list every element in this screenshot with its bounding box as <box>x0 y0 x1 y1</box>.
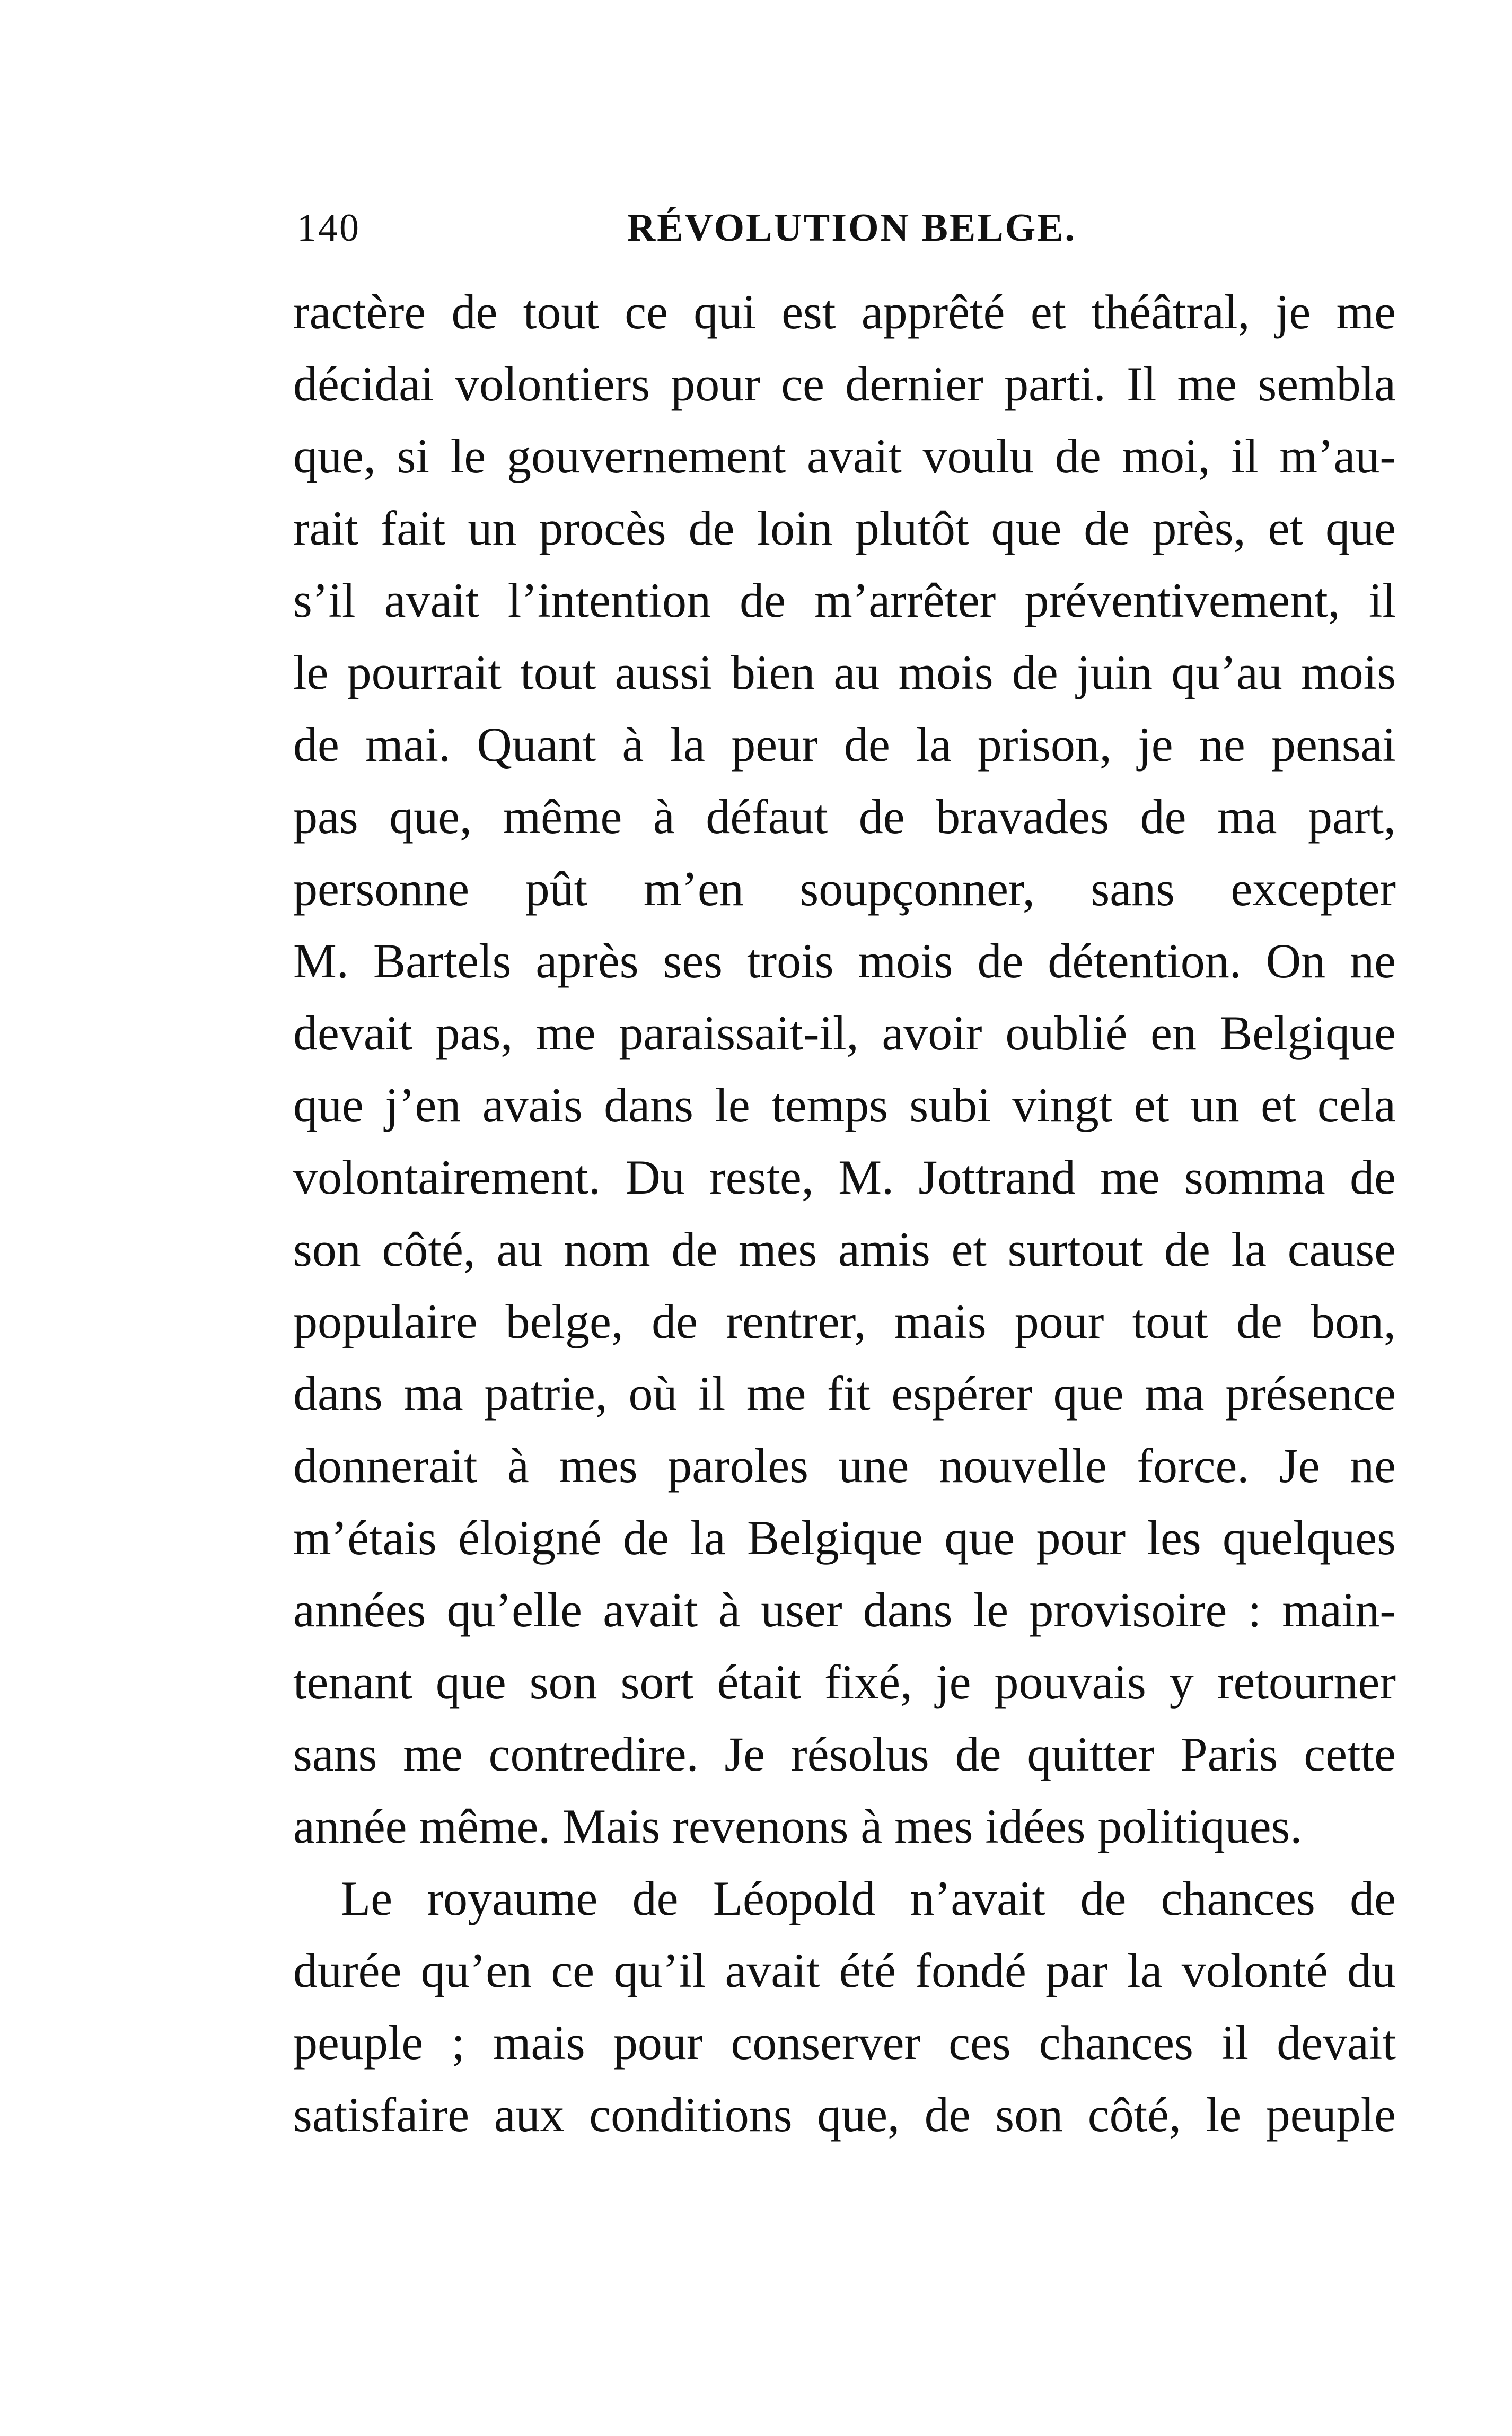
text-line: pas que, même à défaut de bravades de ma part, <box>293 790 1396 844</box>
text-line: que j’en avais dans le temps subi vingt et un et cela <box>293 1078 1396 1132</box>
text-line: sans me contredire. Je résolus de quitter Paris cette <box>293 1727 1396 1781</box>
page-number: 140 <box>297 206 361 250</box>
text-line: années qu’elle avait à user dans le provisoire : main- <box>293 1583 1396 1637</box>
text-line: devait pas, me paraissait-il, avoir oublié en Belgique <box>293 1006 1396 1060</box>
paragraph-start-line: Le royaume de Léopold n’avait de chances de <box>341 1871 1396 1925</box>
text-line: populaire belge, de rentrer, mais pour tout de bon, <box>293 1294 1396 1348</box>
text-line: durée qu’en ce qu’il avait été fondé par la volonté du <box>293 1943 1396 1997</box>
text-line: satisfaire aux conditions que, de son côté, le peuple <box>293 2088 1396 2142</box>
running-head <box>297 196 1076 260</box>
text-line: que, si le gouvernement avait voulu de moi, il m’au- <box>293 429 1396 483</box>
text-line: ractère de tout ce qui est apprêté et théâtral, je me <box>293 285 1396 339</box>
text-line: s’il avait l’intention de m’arrêter préventivement, il <box>293 573 1396 627</box>
text-line: M. Bartels après ses trois mois de détention. On ne <box>293 934 1396 988</box>
text-line: volontairement. Du reste, M. Jottrand me somma de <box>293 1150 1396 1204</box>
text-line: donnerait à mes paroles une nouvelle force. Je ne <box>293 1439 1396 1493</box>
text-line: le pourrait tout aussi bien au mois de juin qu’au mois <box>293 645 1396 699</box>
body-text <box>293 276 1396 2151</box>
text-line: son côté, au nom de mes amis et surtout de la cause <box>293 1222 1396 1276</box>
text-line: m’étais éloigné de la Belgique que pour les quelques <box>293 1511 1396 1565</box>
text-line: dans ma patrie, où il me fit espérer que ma présence <box>293 1366 1396 1421</box>
paragraph-end-line: année même. Mais revenons à mes idées politiques. <box>293 1799 1303 1853</box>
text-line: personne pût m’en soupçonner, sans excepter <box>293 862 1396 916</box>
text-line: rait fait un procès de loin plutôt que de près, et que <box>293 501 1396 555</box>
text-line: décidai volontiers pour ce dernier parti. Il me sembla <box>293 357 1396 411</box>
text-line: peuple ; mais pour conserver ces chances il devait <box>293 2016 1396 2070</box>
text-line: tenant que son sort était fixé, je pouvais y retourner <box>293 1655 1396 1709</box>
text-line: de mai. Quant à la peur de la prison, je ne pensai <box>293 717 1396 772</box>
running-title: RÉVOLUTION BELGE. <box>627 206 1076 250</box>
